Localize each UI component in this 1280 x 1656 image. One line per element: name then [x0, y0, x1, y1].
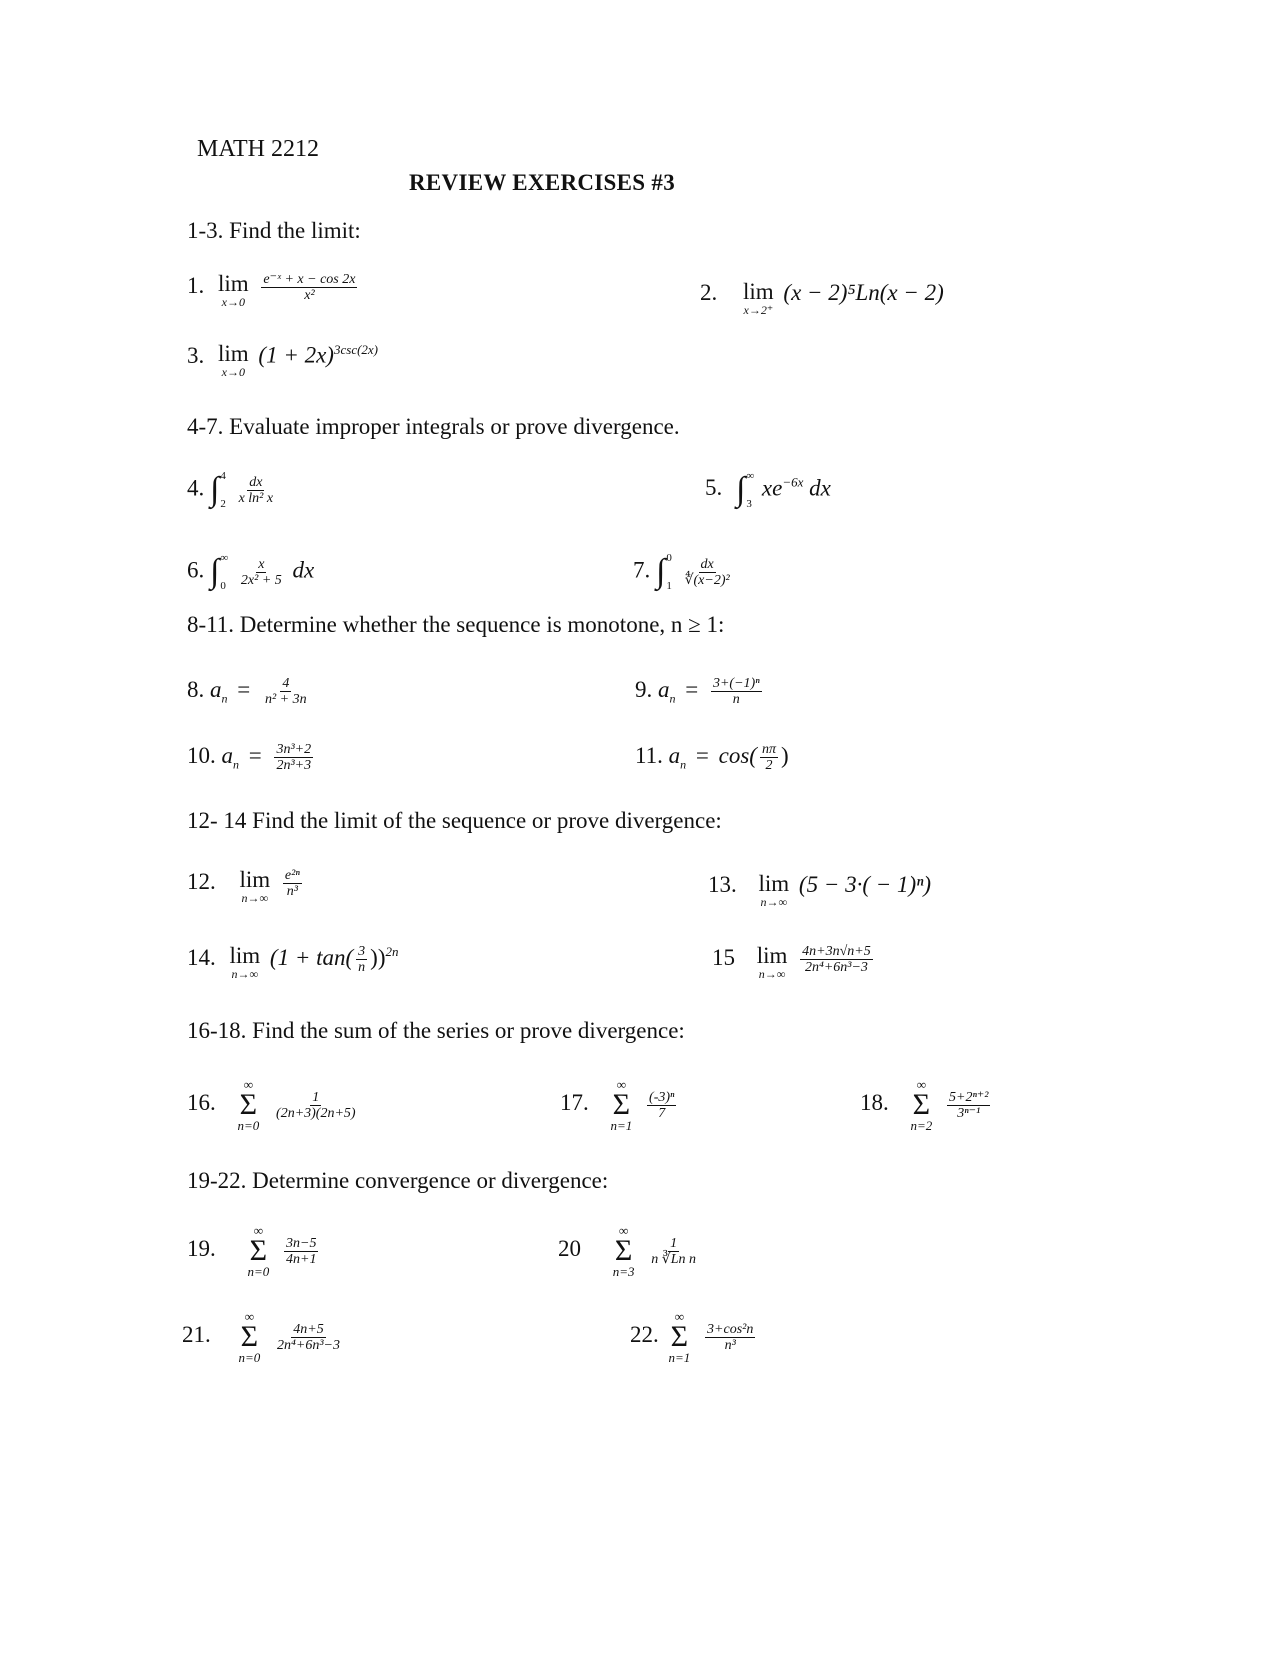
lim-subscript: n→∞: [241, 891, 269, 905]
fraction: [261, 272, 357, 303]
sigma-icon: Σ: [612, 1088, 631, 1121]
integral-sign: [656, 552, 672, 592]
integral-icon: ∫: [210, 553, 220, 590]
problem-19: [187, 1224, 321, 1278]
lim-word: lim: [756, 943, 788, 968]
sum-upper: ∞: [616, 1077, 627, 1092]
problem-3: [187, 342, 378, 378]
problem-number: 7.: [633, 557, 651, 583]
section-heading-convergence: 19-22. Determine convergence or divergence:: [187, 1168, 609, 1193]
subscript: n: [680, 757, 687, 772]
lim-word: lim: [758, 871, 790, 896]
numerator: dx: [249, 474, 263, 490]
numerator: 3: [358, 944, 366, 959]
sigma-icon: Σ: [912, 1088, 931, 1121]
sequence-term: a: [210, 676, 222, 702]
denominator: n² + 3n: [264, 692, 307, 707]
problem-16: [187, 1078, 361, 1132]
sequence-term: a: [221, 742, 233, 768]
numerator: 3+cos²n: [707, 1321, 754, 1337]
fraction: [284, 1236, 318, 1267]
expression: xe: [761, 475, 783, 501]
fraction: [239, 557, 284, 588]
denominator: n³: [286, 884, 298, 899]
denominator: x²: [304, 288, 315, 303]
problem-11: [635, 742, 789, 773]
integral-icon: ∫: [736, 471, 746, 508]
problem-number: 13.: [708, 872, 737, 897]
section-heading-sequence-limits: 12- 14 Find the limit of the sequence or prove divergence:: [187, 808, 722, 833]
exponent: 2n: [385, 944, 399, 960]
problem-8: [187, 676, 312, 707]
lim-word: lim: [229, 943, 261, 968]
limit-operator: [230, 944, 261, 980]
summation: [238, 1078, 260, 1132]
problem-number: 14.: [187, 944, 216, 970]
limit-operator: [757, 944, 788, 980]
upper-limit: ∞: [220, 552, 229, 564]
problem-14: [187, 944, 398, 980]
fraction: [275, 1322, 342, 1353]
numerator: x: [258, 556, 265, 572]
integral-icon: ∫: [210, 471, 220, 508]
expression-open: (1 + tan(: [269, 944, 354, 970]
sum-lower: n=0: [247, 1264, 270, 1279]
denominator: 2n⁴+6n³−3: [804, 960, 868, 975]
expression-close: )): [370, 944, 386, 970]
sum-lower: n=0: [238, 1350, 261, 1365]
limit-operator: [743, 280, 774, 316]
subscript: n: [669, 691, 676, 706]
page-title: REVIEW EXERCISES #3: [409, 170, 676, 195]
equals-sign: =: [248, 742, 262, 768]
fraction: [683, 557, 732, 588]
numerator: 4n+5: [293, 1321, 324, 1337]
sum-lower: n=1: [668, 1350, 691, 1365]
numerator: 3+(−1)ⁿ: [712, 676, 760, 691]
integral-sign: [736, 470, 754, 510]
numerator: 1: [312, 1089, 320, 1105]
sum-lower: n=2: [910, 1118, 933, 1133]
sigma-icon: Σ: [240, 1320, 259, 1353]
denominator: 4n+1: [286, 1251, 317, 1267]
lim-subscript: x→0: [221, 365, 245, 379]
sigma-icon: Σ: [670, 1320, 689, 1353]
expression: (1 + 2x): [258, 342, 334, 368]
numerator: 1: [670, 1235, 678, 1251]
denominator: 7: [658, 1105, 666, 1121]
summation: [669, 1310, 691, 1364]
problem-13: [708, 872, 931, 908]
problem-7: [633, 552, 735, 592]
expression: (5 − 3·( − 1)ⁿ): [798, 872, 932, 897]
lim-word: lim: [239, 867, 271, 892]
upper-limit: 4: [220, 470, 226, 482]
fraction: [237, 475, 276, 506]
problem-9: [635, 676, 765, 707]
problem-number: 8.: [187, 676, 205, 702]
function-open: cos(: [718, 742, 757, 768]
sum-lower: n=3: [612, 1264, 635, 1279]
section-heading-sequences: 8-11. Determine whether the sequence is monotone, n ≥ 1:: [187, 612, 725, 637]
problem-number: 21.: [182, 1322, 211, 1348]
problem-18: [860, 1078, 993, 1132]
summation: [248, 1224, 270, 1278]
section-heading-limits: 1-3. Find the limit:: [187, 218, 361, 243]
integral-sign: [210, 470, 226, 510]
subscript: n: [221, 691, 228, 706]
problem-number: 1.: [187, 272, 205, 298]
lim-word: lim: [743, 279, 774, 304]
function-close: ): [780, 742, 789, 768]
problem-number: 12.: [187, 868, 216, 894]
denominator: (2n+3)(2n+5): [276, 1105, 356, 1121]
denominator: n: [358, 960, 366, 975]
lower-limit: 3: [746, 498, 752, 510]
fraction: [800, 944, 873, 975]
fraction: [274, 1090, 358, 1121]
problem-4: [187, 470, 278, 510]
fraction: [283, 868, 302, 899]
equals-sign: =: [237, 676, 251, 702]
sum-upper: ∞: [244, 1309, 255, 1324]
problem-number: 9.: [635, 676, 653, 702]
sum-upper: ∞: [253, 1223, 264, 1238]
section-heading-series-sum: 16-18. Find the sum of the series or prove divergence:: [187, 1018, 685, 1043]
sigma-icon: Σ: [239, 1088, 258, 1121]
fraction: [947, 1090, 990, 1121]
numerator: nπ: [761, 742, 776, 757]
exponent: 3csc(2x): [333, 342, 379, 357]
section-heading-integrals: 4-7. Evaluate improper integrals or prove divergence.: [187, 414, 680, 439]
limit-operator: [759, 872, 790, 908]
fraction: [263, 676, 309, 707]
lim-subscript: n→∞: [231, 967, 259, 981]
denominator: 2n⁴+6n³−3: [277, 1337, 340, 1353]
problem-2: [700, 280, 944, 316]
upper-limit: ∞: [746, 470, 755, 482]
sigma-icon: Σ: [249, 1234, 268, 1267]
lim-subscript: x→0: [221, 295, 245, 309]
denominator: n: [732, 692, 740, 707]
problem-17: [560, 1078, 679, 1132]
sum-upper: ∞: [619, 1223, 629, 1238]
numerator: 3n³+2: [276, 742, 312, 757]
numerator: e²ⁿ: [284, 868, 300, 883]
summation: [611, 1078, 633, 1132]
problem-22: [630, 1310, 758, 1364]
numerator: e⁻ˣ + x − cos 2x: [263, 272, 356, 287]
sum-upper: ∞: [674, 1309, 685, 1324]
denominator: 2x² + 5: [240, 572, 282, 588]
subscript: n: [233, 757, 239, 772]
lim-subscript: n→∞: [760, 895, 788, 909]
problem-21: [182, 1310, 345, 1364]
sum-lower: n=1: [610, 1118, 633, 1133]
lim-subscript: x→2⁺: [743, 303, 774, 317]
lower-limit: 0: [220, 580, 226, 592]
fraction: [647, 1090, 676, 1121]
problem-number: 16.: [187, 1090, 216, 1116]
problem-number: 15: [712, 944, 735, 970]
denominator: 2: [765, 758, 773, 773]
expression: (x − 2)⁵Ln(x − 2): [783, 280, 944, 305]
numerator: dx: [700, 556, 714, 572]
lower-limit: 1: [666, 580, 672, 592]
upper-limit: 0: [666, 552, 672, 564]
sigma-icon: Σ: [614, 1234, 633, 1267]
summation: [239, 1310, 261, 1364]
limit-operator: [218, 272, 249, 308]
limit-operator: [218, 342, 249, 378]
denominator: n ∛Ln n: [651, 1251, 696, 1267]
sum-lower: n=0: [237, 1118, 260, 1133]
problem-10: [187, 742, 316, 773]
problem-20: [558, 1224, 701, 1278]
lim-word: lim: [218, 341, 249, 366]
numerator: (-3)ⁿ: [649, 1089, 675, 1105]
denominator: n³: [724, 1337, 736, 1353]
fraction: [649, 1236, 698, 1267]
equals-sign: =: [695, 742, 709, 768]
equals-sign: =: [685, 676, 699, 702]
sequence-term: a: [668, 742, 681, 768]
fraction: [760, 742, 778, 773]
denominator: 3ⁿ⁻¹: [957, 1105, 981, 1121]
fraction: [711, 676, 762, 707]
limit-operator: [240, 868, 271, 904]
exponent: −6x: [782, 474, 804, 490]
numerator: 4n+3n√n+5: [802, 944, 871, 959]
sequence-term: a: [658, 676, 670, 702]
problem-6: [187, 552, 314, 592]
problem-1: [187, 272, 360, 308]
sum-upper: ∞: [916, 1077, 927, 1092]
problem-number: 17.: [560, 1090, 589, 1116]
problem-number: 22.: [630, 1322, 659, 1348]
problem-number: 4.: [187, 475, 205, 501]
numerator: 5+2ⁿ⁺²: [949, 1089, 989, 1105]
problem-number: 19.: [187, 1236, 216, 1262]
summation: [911, 1078, 933, 1132]
problem-number: 5.: [705, 475, 723, 501]
problem-number: 20: [558, 1236, 581, 1262]
problem-15: [712, 944, 876, 980]
numerator: 3n−5: [286, 1235, 317, 1251]
course-code: MATH 2212: [197, 136, 320, 162]
integral-icon: ∫: [656, 553, 666, 590]
problem-number: 10.: [187, 742, 216, 768]
fraction: [356, 944, 367, 975]
lim-subscript: n→∞: [758, 967, 786, 981]
differential: dx: [292, 557, 315, 583]
denominator: x ln² x: [238, 490, 274, 506]
problem-5: [705, 470, 831, 510]
problem-number: 3.: [187, 342, 205, 368]
denominator: 2n³+3: [276, 758, 312, 773]
sum-upper: ∞: [243, 1077, 254, 1092]
differential: dx: [809, 475, 831, 501]
denominator: ∜(x−2)²: [684, 572, 730, 588]
fraction: [705, 1322, 755, 1353]
problem-number: 11.: [635, 742, 663, 768]
summation: [613, 1224, 635, 1278]
problem-12: [187, 868, 305, 904]
problem-number: 18.: [860, 1090, 889, 1116]
problem-number: 2.: [700, 280, 718, 305]
problem-number: 6.: [187, 557, 205, 583]
numerator: 4: [282, 676, 290, 691]
lower-limit: 2: [220, 498, 226, 510]
integral-sign: [210, 552, 228, 592]
fraction: [274, 742, 313, 773]
lim-word: lim: [218, 271, 249, 296]
